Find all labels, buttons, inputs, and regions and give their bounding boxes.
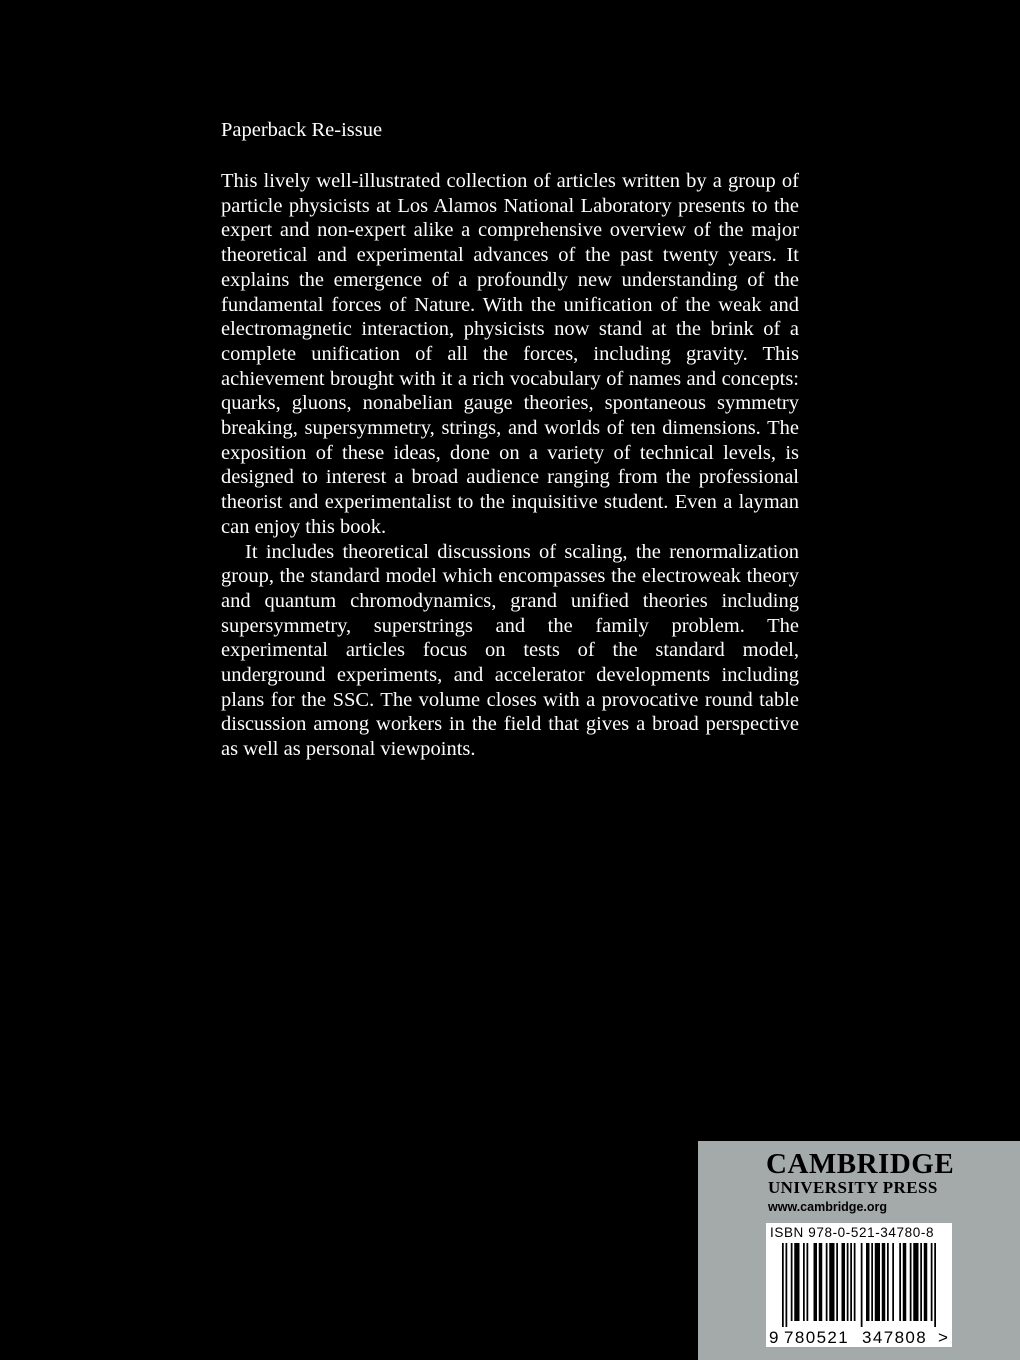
publisher-subtitle: UNIVERSITY PRESS — [768, 1178, 938, 1197]
barcode-right-digits: 347808 — [862, 1328, 928, 1347]
barcode-panel — [766, 1223, 952, 1347]
barcode-bar — [847, 1243, 849, 1321]
barcode-bar — [854, 1243, 856, 1321]
description-paragraph-1: This lively well-illustrated collection of articles written by a group of particle physicists at Los Alamos National Laboratory presents to the expert and non-expert alike a comprehensive overview of the major theoretical and experimental advances of the past twenty years. It explains the emergence of a profoundly new understanding of the fundamental forces of Nature. With the unification of the weak and electromagnetic interaction, physicists now stand at the brink of a complete unification of all the forces, including gravity. This achievement brought with it a rich vocabulary of names and concepts: quarks, gluons, nonabelian gauge theories, spontaneous symmetry breaking, supersymmetry, strings, and worlds of ten dimensions. The exposition of these ideas, done on a variety of technical levels, is designed to interest a broad audience ranging from the professional theorist and experimentalist to the inquisitive student. Even a layman can enjoy this book. — [221, 170, 799, 538]
barcode-bar — [791, 1243, 793, 1321]
barcode-bar — [819, 1243, 823, 1321]
barcode-bar — [899, 1243, 901, 1321]
publisher-name: CAMBRIDGE — [766, 1148, 955, 1180]
barcode-marker: > — [938, 1328, 948, 1347]
barcode-bar — [836, 1243, 838, 1321]
barcode-lead-digit: 9 — [769, 1328, 779, 1347]
barcode-bar — [892, 1243, 894, 1321]
barcode-bar — [866, 1243, 870, 1321]
barcode-bar — [871, 1243, 873, 1321]
publisher-url: www.cambridge.org — [768, 1200, 888, 1214]
description-paragraph-2: It includes theoretical discussions of scaling, the renormalization group, the standard model which encompasses the electroweak theory and quantum chromodynamics, grand unified theories including supersymmetry, superstrings and the family problem. The experimental articles focus on tests of the standard model, underground experiments, and accelerator developments including plans for the SSC. The volume closes with a provocative round table discussion among workers in the field that gives a broad perspective as well as personal viewpoints. — [221, 540, 799, 761]
barcode-bar — [934, 1243, 936, 1327]
barcode-bar — [931, 1243, 933, 1321]
barcode-bar — [924, 1243, 928, 1321]
barcode-bar — [826, 1243, 828, 1321]
barcode-bar — [875, 1243, 880, 1321]
barcode-bar — [850, 1243, 852, 1321]
barcode-bar — [887, 1243, 889, 1321]
barcode-bar — [882, 1243, 886, 1321]
barcode-bar — [920, 1243, 922, 1321]
barcode-bar — [786, 1243, 788, 1327]
barcode-bars — [782, 1243, 936, 1327]
barcode-bar — [903, 1243, 907, 1321]
barcode-bar — [842, 1243, 846, 1321]
isbn-label: ISBN 978-0-521-34780-8 — [770, 1225, 935, 1240]
barcode-bar — [814, 1243, 818, 1321]
barcode-bar — [913, 1243, 918, 1321]
barcode-bar — [829, 1243, 834, 1321]
back-cover-text — [221, 117, 799, 762]
barcode-bar — [782, 1243, 784, 1327]
barcode — [766, 1223, 952, 1347]
barcode-bar — [910, 1243, 912, 1321]
barcode-bar — [807, 1243, 809, 1321]
publisher-imprint-box — [698, 1141, 1020, 1360]
barcode-bar — [794, 1243, 799, 1321]
heading: Paperback Re-issue — [221, 119, 383, 141]
barcode-bar — [803, 1243, 805, 1321]
barcode-left-digits: 780521 — [784, 1328, 850, 1347]
barcode-bar — [861, 1243, 863, 1327]
